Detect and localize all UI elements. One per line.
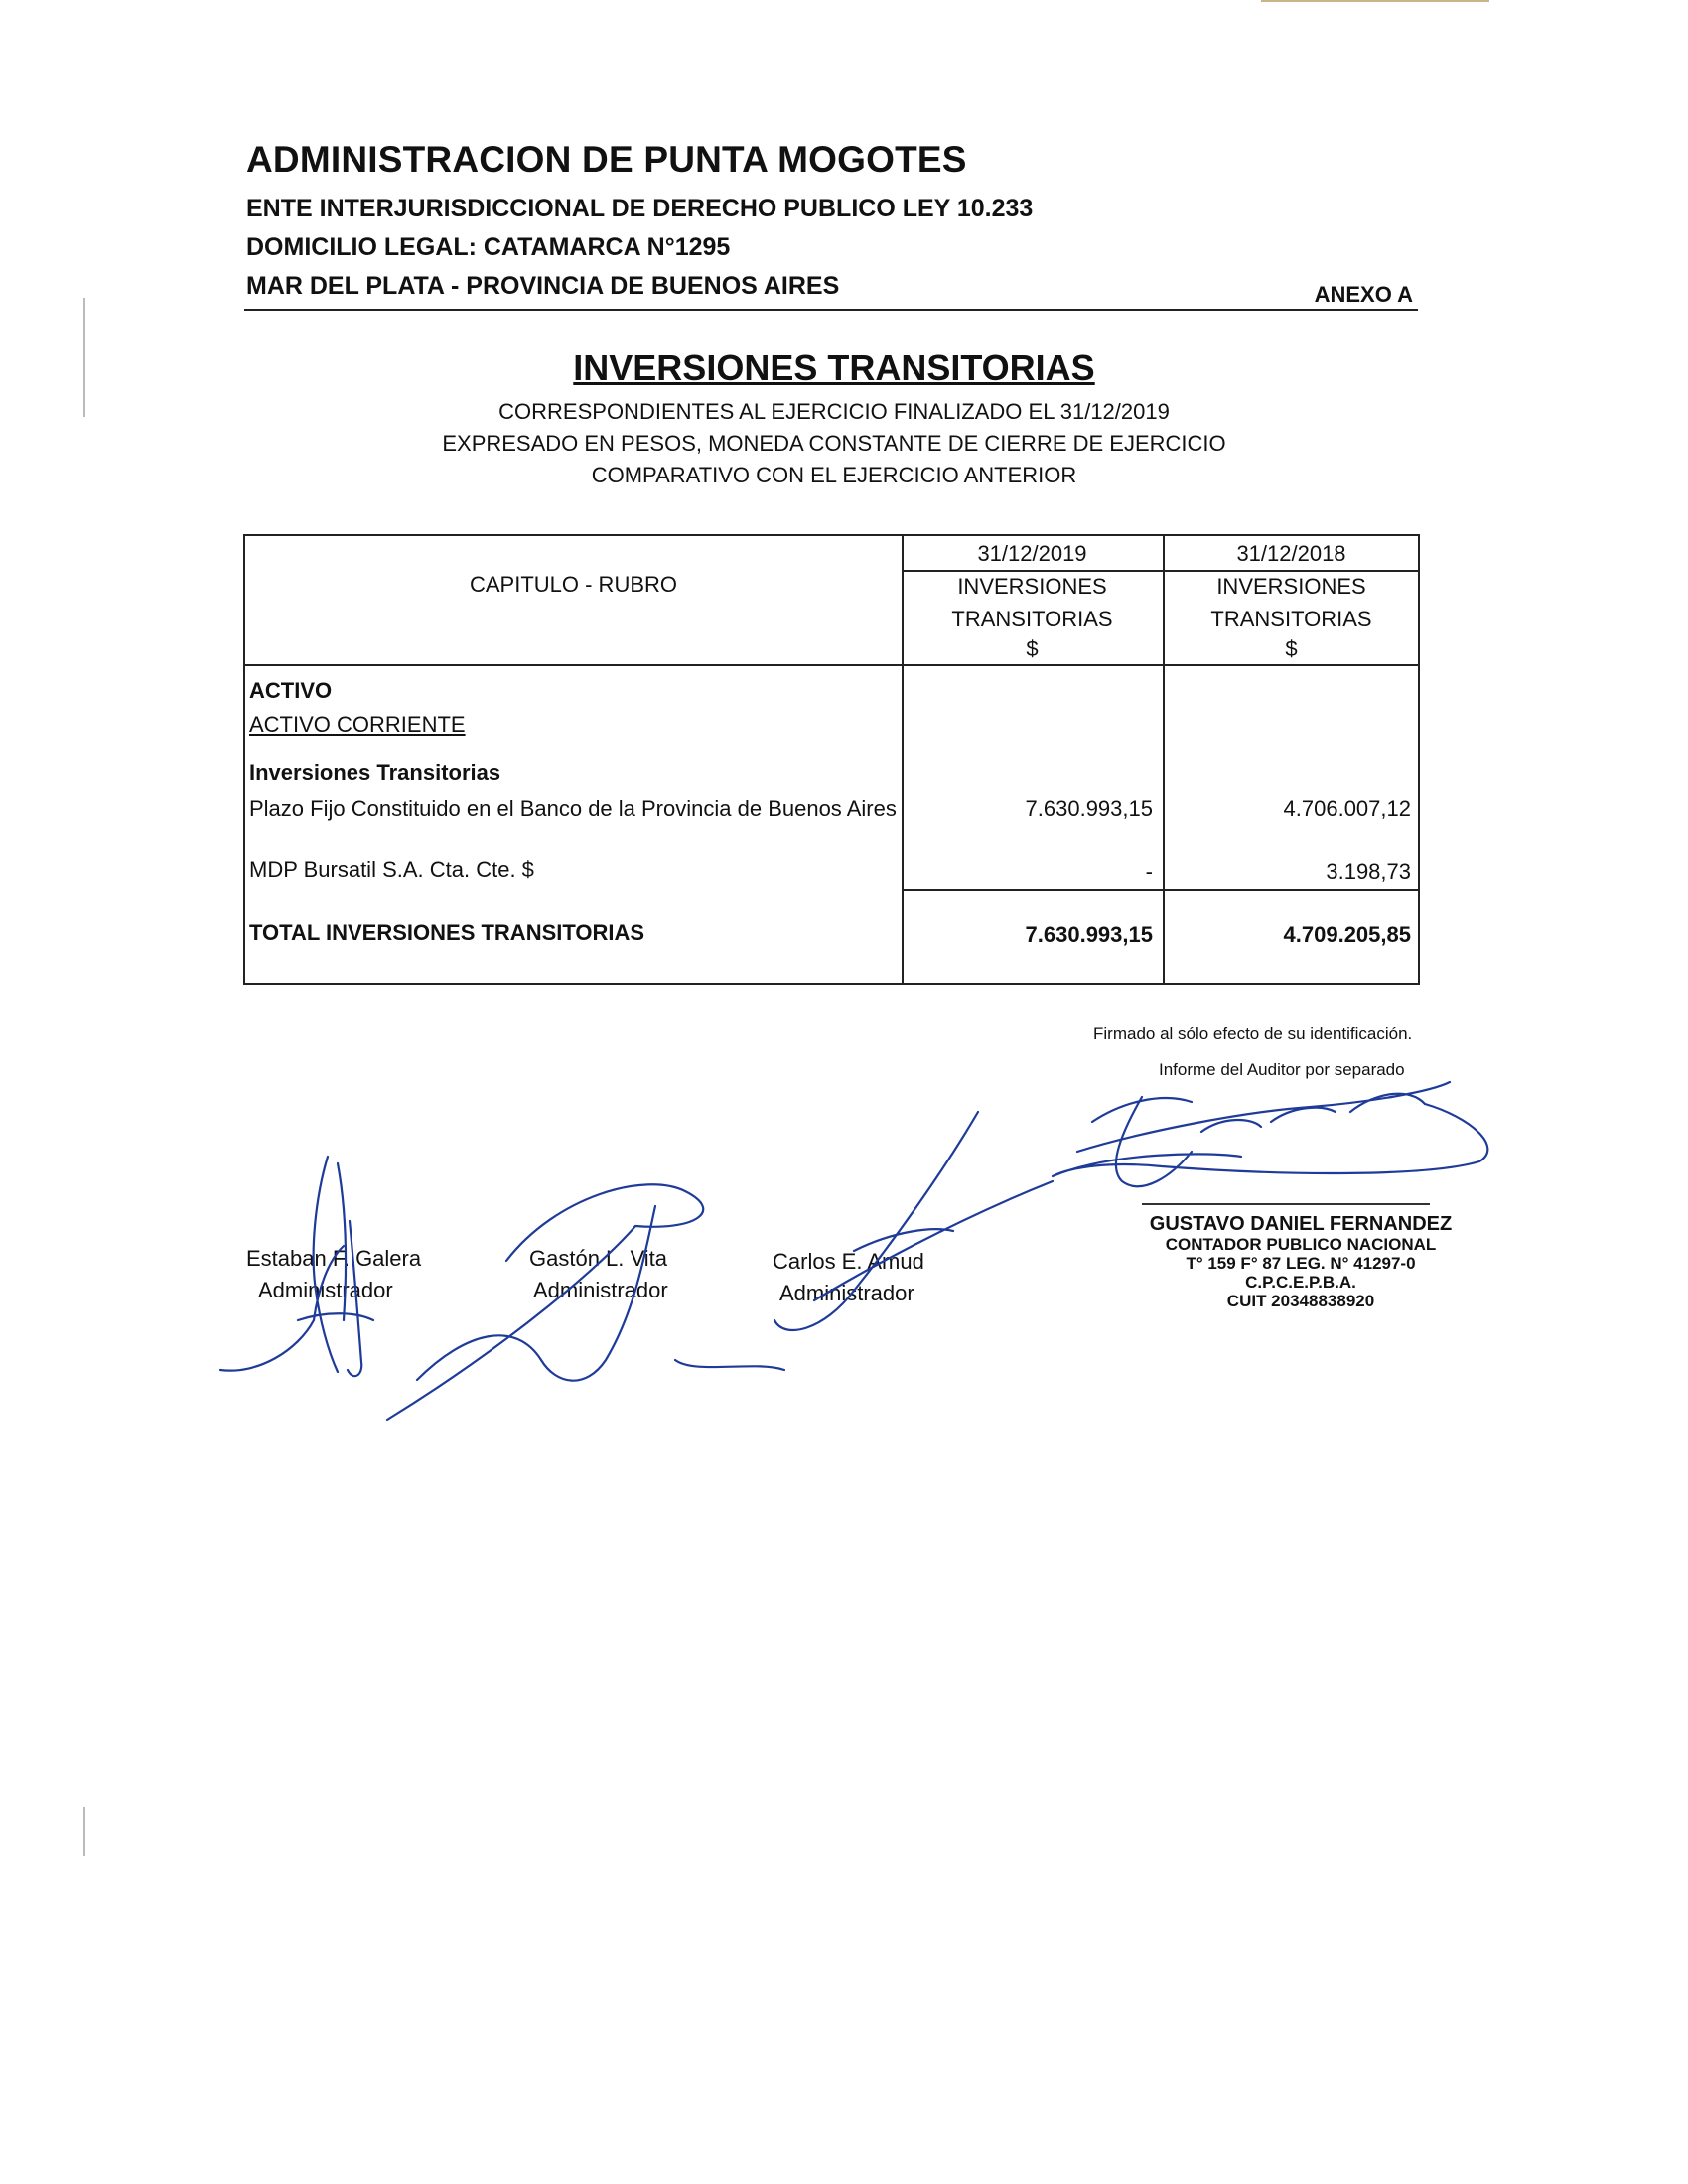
row-value-2018: 4.706.007,12 (1283, 796, 1411, 821)
total-value-2019: 7.630.993,15 (1025, 922, 1153, 947)
row-label: Plazo Fijo Constituido en el Banco de la Provincia de Buenos Aires (249, 796, 897, 821)
identification-note: Firmado al sólo efecto de su identificación. (1093, 1024, 1413, 1043)
group-heading: Inversiones Transitorias (249, 760, 501, 785)
auditor-cuit: CUIT 20348838920 (1226, 1292, 1375, 1310)
signer-name: Gastón L. Vita (529, 1246, 668, 1271)
column-header-date-2018: 31/12/2018 (1236, 541, 1346, 566)
section-heading: ACTIVO (249, 678, 333, 703)
auditor-name: GUSTAVO DANIEL FERNANDEZ (1149, 1213, 1453, 1235)
auditor-report-note: Informe del Auditor por separado (1159, 1060, 1405, 1079)
column-header-currency: $ (1026, 636, 1039, 661)
row-value-2019: - (1145, 859, 1153, 884)
organization-legal-line: ENTE INTERJURISDICCIONAL DE DERECHO PUBLICO LEY 10.233 (246, 195, 1034, 222)
signature-vita (387, 1184, 703, 1420)
signature-fernandez (1053, 1082, 1487, 1186)
organization-address-line: DOMICILIO LEGAL: CATAMARCA N°1295 (246, 233, 731, 261)
signature-amud (675, 1112, 1053, 1370)
row-value-2018: 3.198,73 (1326, 859, 1411, 884)
total-label: TOTAL INVERSIONES TRANSITORIAS (249, 920, 645, 945)
subsection-heading: ACTIVO CORRIENTE (249, 712, 466, 737)
column-header-rubro: CAPITULO - RUBRO (469, 572, 678, 597)
annex-label: ANEXO A (1314, 282, 1413, 307)
auditor-registry: T° 159 F° 87 LEG. N° 41297-0 (1186, 1254, 1416, 1273)
column-header-label: TRANSITORIAS (951, 607, 1113, 631)
organization-city-line: MAR DEL PLATA - PROVINCIA DE BUENOS AIRES (246, 272, 840, 300)
column-header-currency: $ (1285, 636, 1298, 661)
column-header-label: TRANSITORIAS (1210, 607, 1372, 631)
subtitle-comparative: COMPARATIVO CON EL EJERCICIO ANTERIOR (591, 463, 1077, 487)
column-header-label: INVERSIONES (1216, 574, 1366, 599)
signer-name: Carlos E. Amud (773, 1249, 924, 1274)
row-value-2019: 7.630.993,15 (1025, 796, 1153, 821)
organization-name: ADMINISTRACION DE PUNTA MOGOTES (246, 139, 967, 180)
column-header-date-2019: 31/12/2019 (977, 541, 1087, 566)
subtitle-period: CORRESPONDIENTES AL EJERCICIO FINALIZADO EL 31/12/2019 (498, 399, 1170, 424)
auditor-title: CONTADOR PUBLICO NACIONAL (1165, 1235, 1437, 1254)
total-value-2018: 4.709.205,85 (1283, 922, 1411, 947)
auditor-council: C.P.C.E.P.B.A. (1245, 1273, 1356, 1292)
signer-name: Estaban F. Galera (246, 1246, 422, 1271)
signer-role: Administrador (779, 1281, 914, 1305)
page-title: INVERSIONES TRANSITORIAS (573, 347, 1095, 388)
signer-role: Administrador (258, 1278, 393, 1302)
column-header-label: INVERSIONES (957, 574, 1107, 599)
signer-role: Administrador (533, 1278, 668, 1302)
row-label: MDP Bursatil S.A. Cta. Cte. $ (249, 857, 534, 882)
signature-galera (220, 1157, 373, 1376)
subtitle-currency: EXPRESADO EN PESOS, MONEDA CONSTANTE DE CIERRE DE EJERCICIO (442, 431, 1226, 456)
